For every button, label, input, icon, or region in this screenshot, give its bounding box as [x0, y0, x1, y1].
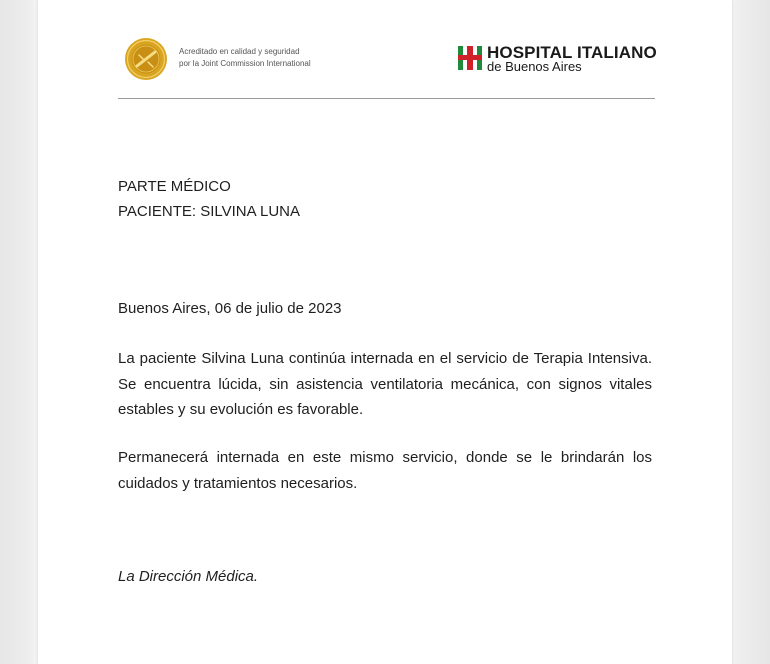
accreditation-line-1: Acreditado en calidad y seguridad [179, 47, 300, 56]
accreditation-line-2: por la Joint Commission International [179, 59, 311, 68]
header-divider [118, 98, 655, 99]
document-title: PARTE MÉDICO [118, 178, 231, 195]
accreditation-text [179, 46, 311, 70]
paragraph-care: Permanecerá internada en este mismo servicio, donde se le brindarán los cuidados y tratamientos necesarios. [118, 449, 652, 492]
hospital-subtitle: de Buenos Aires [487, 59, 582, 74]
hospital-name: HOSPITAL ITALIANO [487, 43, 657, 62]
signature: La Dirección Médica. [118, 568, 259, 585]
paragraph-status: La paciente Silvina Luna continúa internada en el servicio de Terapia Intensiva. Se encuentra lúcida, sin asistencia ventilatoria mecánica, con signos vitales estables y su evolución es favorable. [118, 350, 652, 418]
document-date: Buenos Aires, 06 de julio de 2023 [118, 300, 342, 317]
joint-commission-seal-icon [124, 37, 168, 81]
document-page [38, 0, 732, 664]
patient-name: PACIENTE: SILVINA LUNA [118, 203, 300, 220]
hospital-italiano-logo-icon [458, 44, 482, 72]
